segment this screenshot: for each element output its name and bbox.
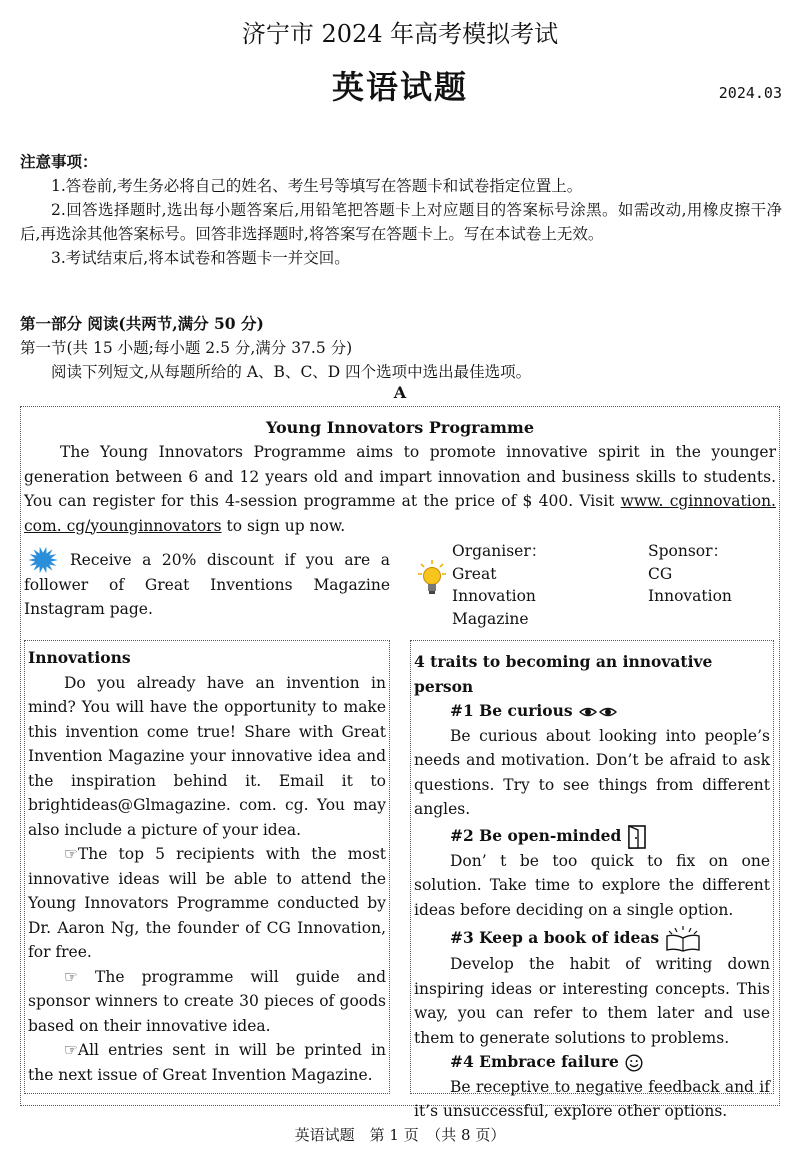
innovations-bullet: ☞The top 5 recipients with the most innovative ideas will be able to attend the Young Innovators Programme conducted by Dr. Aaron Ng, the founder of CG Innovation, for free. [28, 845, 386, 961]
trait-title: #3 Keep a book of ideas [414, 926, 770, 952]
discount-note: Receive a 20% discount if you are a follower of Great Inventions Magazine Instagram page. [24, 551, 390, 618]
trait-text: Don’ t be too quick to fix on one solution. Take time to explore the different ideas before deciding on a single option. [414, 851, 770, 919]
open-book-icon [665, 926, 701, 952]
page-footer: 英语试题 第 1 页 （共 8 页） [294, 1126, 506, 1144]
pointing-hand-icon: ☞ [64, 1041, 78, 1059]
organiser-label: Organiser： [452, 542, 547, 560]
intro-text: The Young Innovators Programme aims to promote innovative spirit in the younger generation between 6 and 12 years old and impart innovation and business skills to students. You can register for this 4-session programme at the price of $ 400. Visit [24, 443, 776, 510]
sponsor-info [648, 540, 778, 608]
notice-item: 1.答卷前,考生务必将自己的姓名、考生号等填写在答题卡和试卷指定位置上。 [51, 177, 583, 195]
organiser-info [452, 540, 642, 630]
innovations-bullet: ☞ The programme will guide and sponsor winners to create 30 pieces of goods based on their innovative idea. [28, 967, 386, 1035]
pointing-hand-icon: ☞ [64, 967, 78, 986]
notice-item: 2.回答选择题时,选出每小题答案后,用铅笔把答题卡上对应题目的答案标号涂黑。如需改动,用橡皮擦干净后,再选涂其他答案标号。回答非选择题时,将答案写在答题卡上。写在本试卷上无效。 [20, 201, 782, 243]
innovations-bullet: ☞All entries sent in will be printed in the next issue of Great Invention Magazine. [28, 1041, 386, 1084]
sponsor-label: Sponsor： [648, 542, 729, 560]
eyes-icon [579, 705, 617, 719]
sponsor-name-line: CG [648, 564, 673, 583]
open-door-icon [627, 825, 649, 849]
instruction: 阅读下列短文,从每题所给的 A、B、C、D 四个选项中选出最佳选项。 [51, 363, 532, 381]
exam-title: 济宁市 2024 年高考模拟考试 [241, 20, 559, 48]
organiser-name-line: Great [452, 564, 497, 583]
passage-label: A [393, 383, 407, 402]
traits-heading: 4 traits to becoming an innovative person [414, 652, 713, 696]
intro-tail: to sign up now. [221, 516, 346, 535]
section-title: 第一节(共 15 小题;每小题 2.5 分,满分 37.5 分) [20, 339, 353, 357]
sponsor-name-line: Innovation [648, 587, 732, 605]
trait-title: #4 Embrace failure [414, 1050, 770, 1075]
notice-item: 3.考试结束后,将本试卷和答题卡一并交回。 [51, 249, 350, 267]
trait-text: Develop the habit of writing down inspiring ideas or interesting concepts. This way, you can refer to them later and use them to generate solutions to problems. [414, 955, 770, 1047]
organiser-name-line: Innovation [452, 587, 536, 605]
innovations-heading: Innovations [28, 648, 131, 667]
part-header [20, 312, 782, 384]
trait-text: Be receptive to negative feedback and if it’s unsuccessful, explore other options. [414, 1077, 770, 1120]
exam-date: 2024.03 [718, 84, 782, 102]
signup-link[interactable]: www. cginnovation. com. cg/younginnovators [24, 492, 776, 535]
trait-title: #1 Be curious [414, 699, 770, 724]
part-title: 第一部分 阅读(共两节,满分 50 分) [20, 314, 264, 333]
smiley-icon [625, 1054, 643, 1072]
trait-title: #2 Be open-minded [414, 824, 770, 849]
innovations-paragraph: Do you already have an invention in mind? You will have the opportunity to make this invention come true! Share with Great Invention Magazine your innovative idea and the inspiration behind it. Email it to brightideas@Glmagazine. com. cg. You may also include a picture of your idea. [28, 673, 386, 839]
traits-section [414, 650, 770, 1124]
organiser-name-line: Magazine [452, 609, 529, 628]
passage-title: Young Innovators Programme [265, 418, 535, 437]
innovations-section [28, 646, 386, 1087]
lightbulb-icon [418, 560, 446, 600]
intro-paragraph [24, 440, 776, 538]
pointing-hand-icon: ☞ [64, 845, 78, 863]
notice-section [20, 150, 782, 270]
notice-heading: 注意事项： [20, 152, 98, 171]
subject-title: 英语试题 [331, 68, 468, 106]
trait-text: Be curious about looking into people’s needs and motivation. Don’t be afraid to ask questions. Try to see things from different angles. [414, 726, 770, 818]
